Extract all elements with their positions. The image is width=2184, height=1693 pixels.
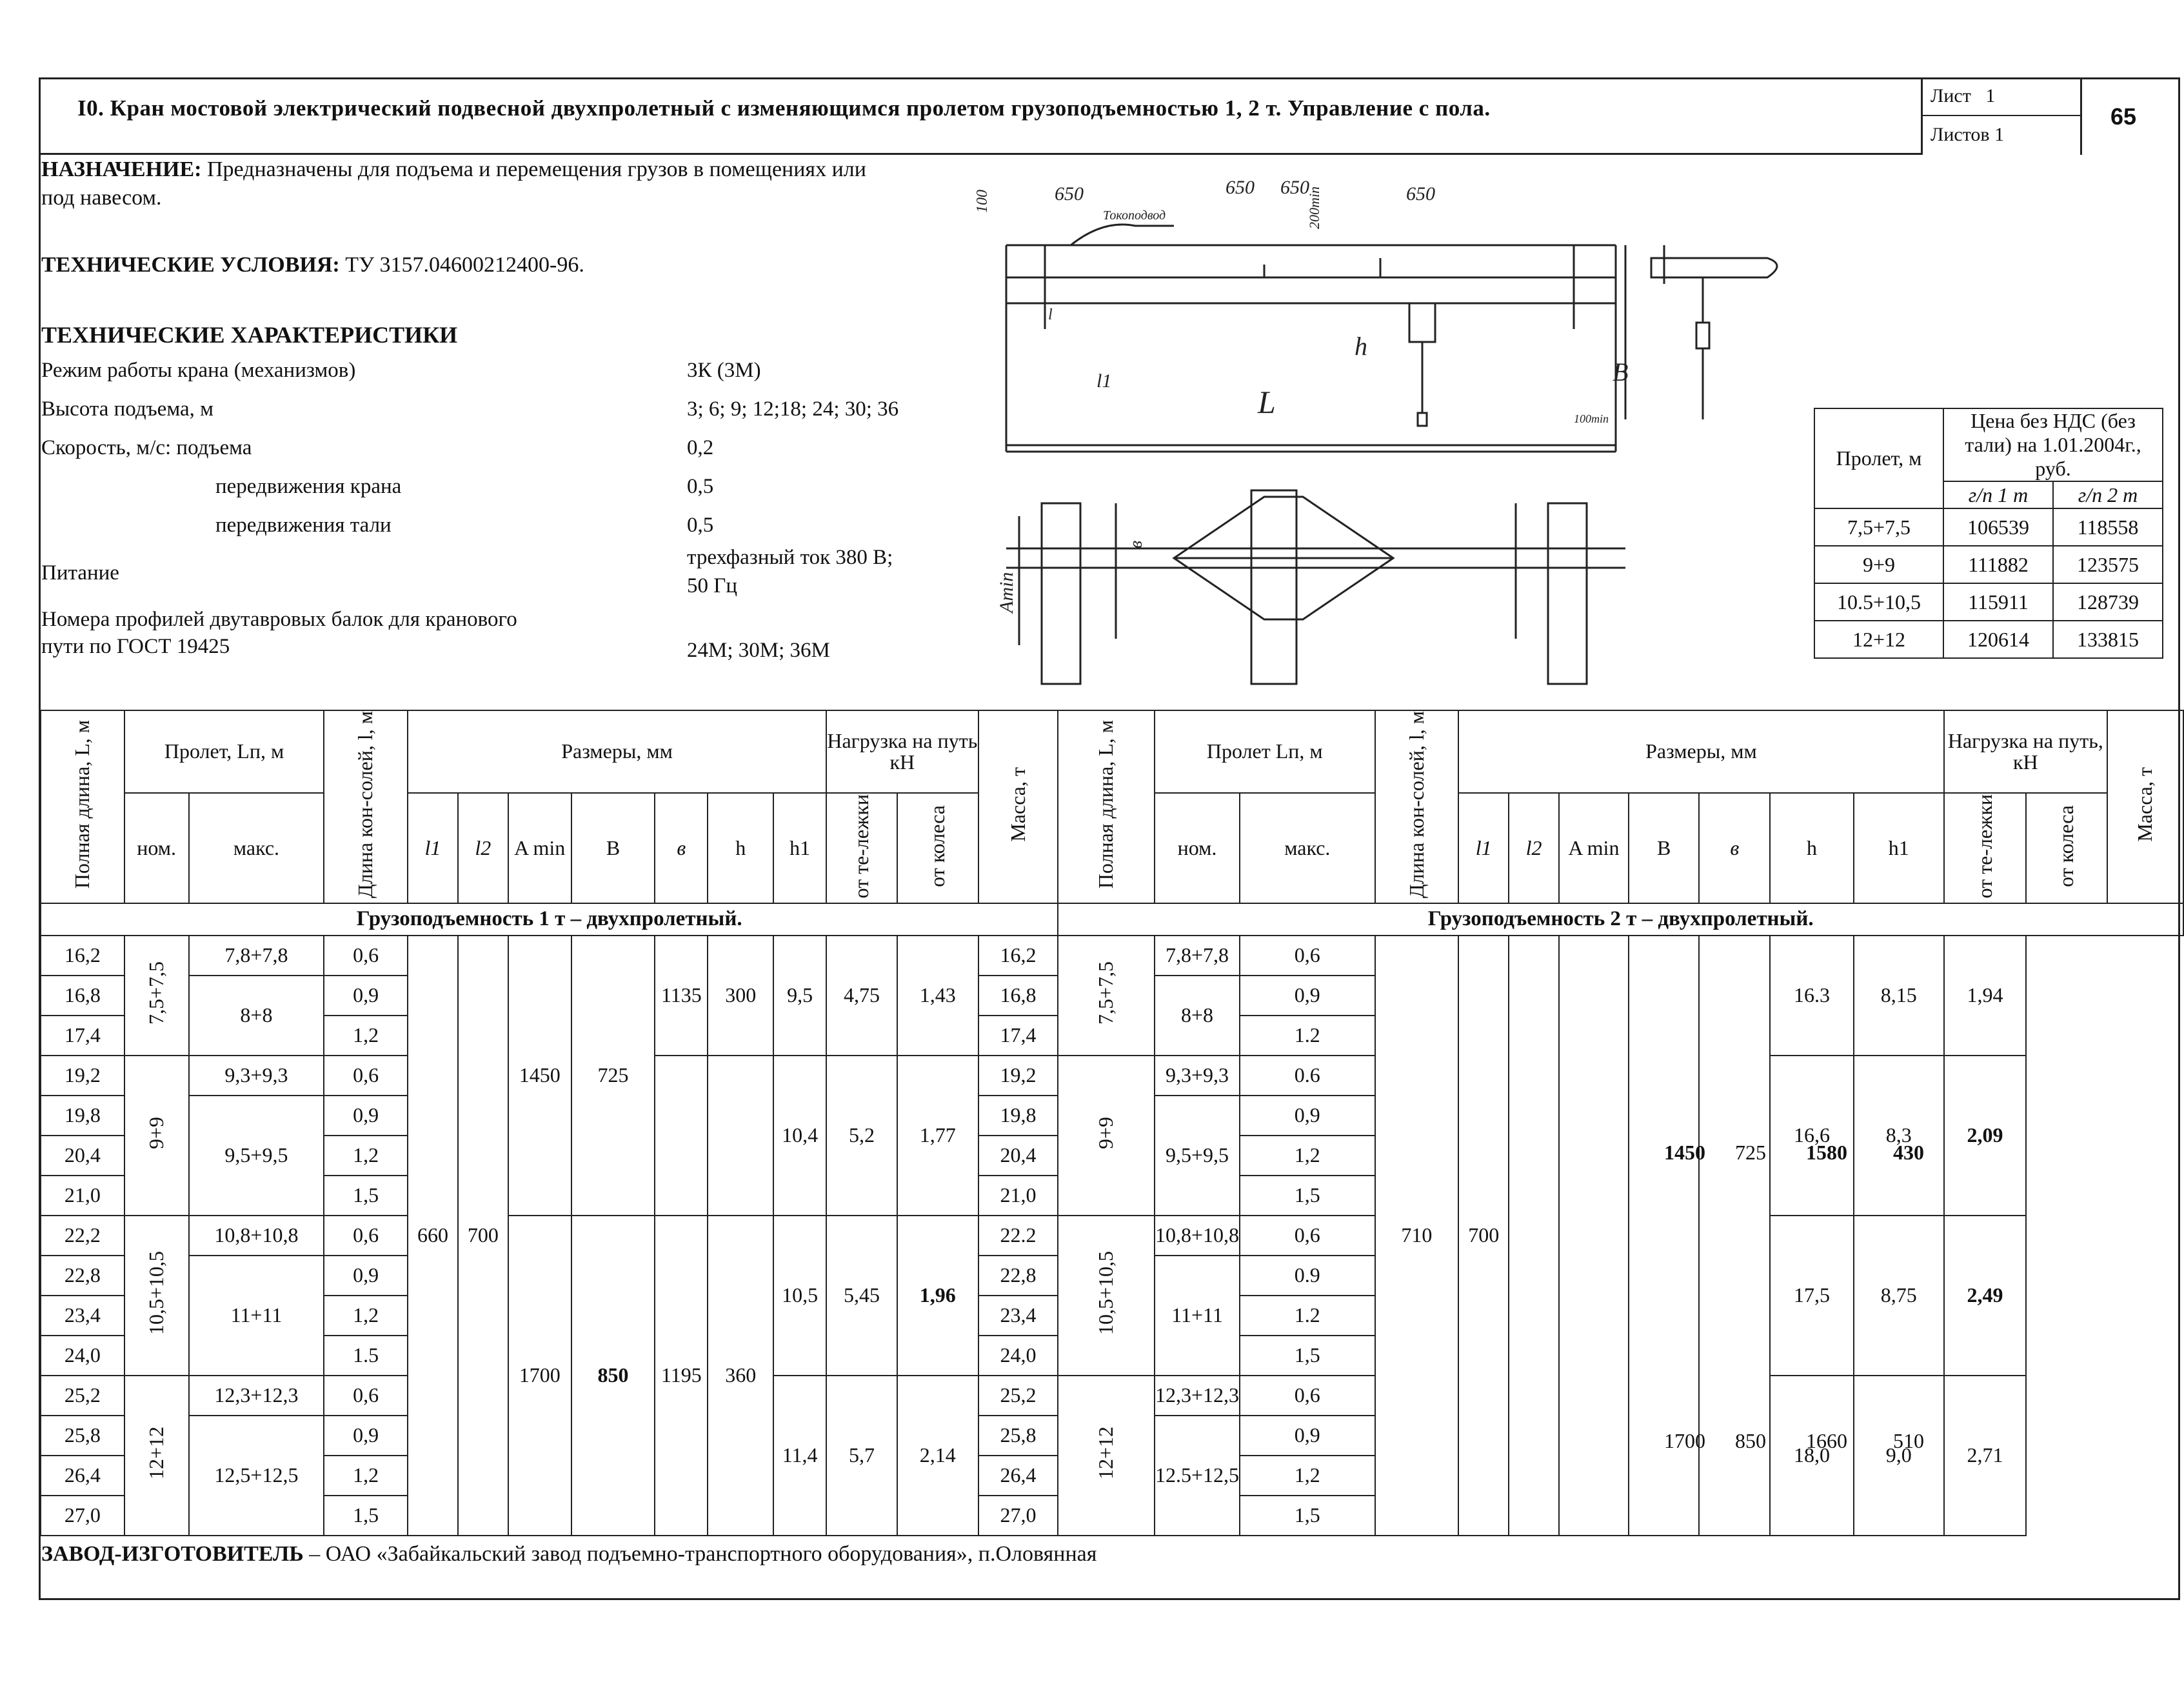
wheel-load-cell: 8,75	[1854, 1216, 1944, 1376]
col-wheel-2: от колеса	[2026, 793, 2107, 903]
spec-speed-label: Скорость, м/с: подъема	[41, 436, 252, 459]
max-span-cell: 9,5+9,5	[1155, 1096, 1240, 1216]
console-cell: 0,6	[324, 1376, 408, 1416]
col-load: Нагрузка на путь кН	[826, 710, 978, 793]
col-amin: A min	[508, 793, 571, 903]
col-h1: h1	[773, 793, 826, 903]
mass-cell: 2,49	[1944, 1216, 2027, 1376]
table-row	[41, 1376, 2183, 1416]
dimension-value: 510	[1893, 1429, 1924, 1452]
mass-cell: 2,09	[1944, 1056, 2027, 1216]
table-row	[41, 936, 2183, 976]
length-cell: 22.2	[978, 1216, 1058, 1256]
max-span-cell: 9,3+9,3	[189, 1056, 324, 1096]
col-max-2: макс.	[1240, 793, 1375, 903]
console-cell: 0,9	[1240, 1096, 1375, 1136]
length-cell: 27,0	[978, 1496, 1058, 1536]
wheel-load-cell: 5,2	[826, 1056, 897, 1216]
spec-crane-value: 0,5	[687, 475, 714, 498]
spec-power-label: Питание	[41, 561, 119, 585]
price-row	[1814, 546, 2163, 583]
length-cell: 22,2	[41, 1216, 124, 1256]
col-span-2: Пролет Lп, м	[1155, 710, 1375, 793]
length-cell: 25,2	[978, 1376, 1058, 1416]
col-amin-2: A min	[1559, 793, 1629, 903]
length-cell: 19,8	[978, 1096, 1058, 1136]
max-span-cell: 12,5+12,5	[189, 1416, 324, 1536]
console-cell: 1.2	[1240, 1296, 1375, 1336]
crane-drawing	[974, 177, 1806, 703]
table-row	[41, 1056, 2183, 1096]
col-B-2: B	[1629, 793, 1700, 903]
col-mass: Масса, т	[978, 710, 1058, 903]
length-cell: 21,0	[978, 1176, 1058, 1216]
col-dims: Размеры, мм	[408, 710, 826, 793]
spec-profiles-label2: пути по ГОСТ 19425	[41, 635, 230, 658]
sheets-value: 1	[1994, 124, 2005, 145]
length-cell: 23,4	[978, 1296, 1058, 1336]
col-max: макс.	[189, 793, 324, 903]
length-cell: 20,4	[978, 1136, 1058, 1176]
dim-650-a: 650	[1055, 183, 1084, 205]
console-cell: 1,2	[324, 1296, 408, 1336]
nom-span-cell: 9+9	[124, 1056, 189, 1216]
sheets-label: Листов	[1931, 124, 1990, 145]
max-span-cell: 9,5+9,5	[189, 1096, 324, 1216]
wheel-load-cell: 8,15	[1854, 936, 1944, 1056]
price-row	[1814, 583, 2163, 621]
length-cell: 27,0	[41, 1496, 124, 1536]
dim-l1: l1	[1097, 370, 1112, 392]
price-value: 120614	[1943, 621, 2053, 658]
max-span-cell: 12.5+12,5	[1155, 1416, 1240, 1536]
dim-l: l	[1048, 306, 1053, 323]
mass-cell: 1,96	[897, 1216, 978, 1376]
console-cell: 1,2	[324, 1016, 408, 1056]
wheel-load-cell: 5,45	[826, 1216, 897, 1376]
nom-span-cell: 9+9	[1058, 1056, 1155, 1216]
price-sub2: г/п 2 т	[2053, 481, 2163, 508]
console-cell: 1,2	[1240, 1136, 1375, 1176]
dimension-value: 1450	[1664, 1141, 1705, 1164]
console-cell: 0,6	[324, 1216, 408, 1256]
col-load-2: Нагрузка на путь, кН	[1944, 710, 2108, 793]
wheel-load-cell: 4,75	[826, 936, 897, 1056]
length-cell: 16,2	[978, 936, 1058, 976]
trolley-load-cell: 16.3	[1770, 936, 1854, 1056]
length-cell: 25,8	[978, 1416, 1058, 1456]
col-console-2: Длина кон-солей, l, м	[1375, 710, 1459, 903]
length-cell: 17,4	[978, 1016, 1058, 1056]
sheet-value: 1	[1985, 85, 1996, 106]
dim-650-b: 650	[1226, 177, 1255, 198]
col-dims-2: Размеры, мм	[1458, 710, 1943, 793]
length-cell: 22,8	[41, 1256, 124, 1296]
page-title: I0. Кран мостовой электрический подвесной двухпролетный с изменяющимся пролетом грузоподъемностью 1, 2 т. Управление с пола.	[77, 95, 1491, 121]
amin-cell: 700	[458, 936, 508, 1536]
col-l1: l1	[408, 793, 458, 903]
B-cell	[1509, 936, 1559, 1536]
nom-span-cell: 12+12	[124, 1376, 189, 1536]
length-cell: 16,8	[978, 976, 1058, 1016]
b-cell: 725	[571, 936, 655, 1216]
h-cell: 1135	[655, 936, 708, 1056]
h1-cell: 360	[708, 1216, 773, 1536]
console-cell: 1,2	[324, 1456, 408, 1496]
h-cell: 1195	[655, 1216, 708, 1536]
spec-hoist-label: передвижения тали	[215, 514, 392, 537]
mass-cell: 2,14	[897, 1376, 978, 1536]
console-cell: 0,9	[1240, 976, 1375, 1016]
length-cell: 17,4	[41, 1016, 124, 1056]
price-header: Цена без НДС (без тали) на 1.01.2004г., руб.	[1943, 408, 2163, 481]
length-cell: 25,2	[41, 1376, 124, 1416]
spec-crane-label: передвижения крана	[215, 475, 402, 498]
col-trolley: от те-лежки	[826, 793, 897, 903]
console-cell: 0,6	[1240, 1376, 1375, 1416]
length-cell: 24,0	[978, 1336, 1058, 1376]
main-table	[40, 710, 2184, 1536]
console-cell: 1,2	[324, 1136, 408, 1176]
price-value: 106539	[1943, 508, 2053, 546]
dim-B: B	[1613, 357, 1629, 386]
col-h: h	[708, 793, 773, 903]
nom-span-cell: 12+12	[1058, 1376, 1155, 1536]
trolley-load-cell: 18,0	[1770, 1376, 1854, 1536]
col-l2: l2	[458, 793, 508, 903]
console-cell: 0,9	[1240, 1416, 1375, 1456]
b-cell: 850	[571, 1216, 655, 1536]
max-span-cell: 7,8+7,8	[1155, 936, 1240, 976]
price-span: 10.5+10,5	[1814, 583, 1943, 621]
max-span-cell: 8+8	[189, 976, 324, 1056]
wheel-load-cell: 9,0	[1854, 1376, 1944, 1536]
wheel-load-cell: 8,3	[1854, 1056, 1944, 1216]
trolley-load-cell: 9,5	[773, 936, 826, 1056]
b-cell	[1559, 936, 1629, 1536]
console-cell: 0,6	[1240, 1216, 1375, 1256]
max-span-cell: 7,8+7,8	[189, 936, 324, 976]
col-console: Длина кон-солей, l, м	[324, 710, 408, 903]
h1-cell	[708, 1056, 773, 1216]
col-B: B	[571, 793, 655, 903]
console-cell: 1,5	[1240, 1496, 1375, 1536]
price-span: 9+9	[1814, 546, 1943, 583]
console-cell: 0,9	[324, 976, 408, 1016]
col-b-2: в	[1699, 793, 1770, 903]
col-l1-2: l1	[1458, 793, 1509, 903]
table-row	[41, 1216, 2183, 1256]
trolley-load-cell: 16,6	[1770, 1056, 1854, 1216]
h-cell	[655, 1056, 708, 1216]
console-cell: 0.9	[1240, 1256, 1375, 1296]
caption-1t: Грузоподъемность 1 т – двухпролетный.	[41, 903, 1058, 936]
col-full-length-2: Полная длина, L, м	[1058, 710, 1155, 903]
dim-tokopodvod: Токоподвод	[1103, 208, 1166, 223]
dim-200min: 200min	[1306, 186, 1322, 229]
nom-span-cell: 10,5+10,5	[1058, 1216, 1155, 1376]
spec-mode-value: 3К (3М)	[687, 359, 761, 382]
col-h-2: h	[1770, 793, 1854, 903]
dimension-value: 850	[1735, 1429, 1766, 1452]
max-span-cell: 9,3+9,3	[1155, 1056, 1240, 1096]
price-span: 12+12	[1814, 621, 1943, 658]
console-cell: 1,5	[324, 1176, 408, 1216]
max-span-cell: 8+8	[1155, 976, 1240, 1056]
tech-conditions: ТЕХНИЧЕСКИЕ УСЛОВИЯ: ТУ 3157.04600212400-96.	[41, 253, 584, 277]
dimension-value: 1660	[1806, 1429, 1847, 1452]
trolley-load-cell: 10,4	[773, 1056, 826, 1216]
console-cell: 0,6	[324, 936, 408, 976]
max-span-cell: 10,8+10,8	[189, 1216, 324, 1256]
B-cell: 1450	[508, 936, 571, 1216]
col-span: Пролет, Lп, м	[124, 710, 324, 793]
console-cell: 1,5	[1240, 1176, 1375, 1216]
trolley-load-cell: 17,5	[1770, 1216, 1854, 1376]
col-l2-2: l2	[1509, 793, 1559, 903]
price-span-header: Пролет, м	[1814, 408, 1943, 508]
dimension-value: 1700	[1664, 1429, 1705, 1452]
price-row	[1814, 508, 2163, 546]
price-value: 128739	[2053, 583, 2163, 621]
price-value: 123575	[2053, 546, 2163, 583]
dim-amin-left: Amin	[996, 572, 1017, 613]
console-cell: 0,6	[1240, 936, 1375, 976]
wheel-load-cell: 5,7	[826, 1376, 897, 1536]
dim-v: в	[1126, 540, 1146, 548]
spec-power-value1: трехфазный ток 380 В;	[687, 546, 893, 569]
length-cell: 19,8	[41, 1096, 124, 1136]
dim-100min: 100min	[1574, 412, 1609, 425]
length-cell: 21,0	[41, 1176, 124, 1216]
length-cell: 16,8	[41, 976, 124, 1016]
mass-cell: 2,71	[1944, 1376, 2027, 1536]
price-value: 115911	[1943, 583, 2053, 621]
console-cell: 1,5	[324, 1496, 408, 1536]
console-cell: 0,6	[324, 1056, 408, 1096]
dim-h: h	[1355, 332, 1367, 361]
spec-height-value: 3; 6; 9; 12;18; 24; 30; 36	[687, 397, 899, 421]
l1-cell: 660	[408, 936, 458, 1536]
purpose-line1: НАЗНАЧЕНИЕ: Предназначены для подъема и перемещения грузов в помещениях или	[41, 157, 866, 181]
console-cell: 1,2	[1240, 1456, 1375, 1496]
console-cell: 1,5	[1240, 1336, 1375, 1376]
dim-650-d: 650	[1406, 183, 1435, 205]
mass-cell: 1,94	[1944, 936, 2027, 1056]
max-span-cell: 11+11	[189, 1256, 324, 1376]
sheet-box	[1921, 77, 2082, 155]
price-value: 111882	[1943, 546, 2053, 583]
dimension-value: 1580	[1806, 1141, 1847, 1164]
length-cell: 19,2	[41, 1056, 124, 1096]
spec-hoist-value: 0,5	[687, 514, 714, 537]
col-mass-2: Масса, т	[2107, 710, 2183, 903]
page-number: 65	[2110, 103, 2137, 130]
mass-cell: 1,77	[897, 1056, 978, 1216]
dimension-value: 430	[1893, 1141, 1924, 1164]
amin-cell: 700	[1458, 936, 1509, 1536]
length-cell: 24,0	[41, 1336, 124, 1376]
caption-2t: Грузоподъемность 2 т – двухпролетный.	[1058, 903, 2183, 936]
max-span-cell: 10,8+10,8	[1155, 1216, 1240, 1256]
manufacturer: ЗАВОД-ИЗГОТОВИТЕЛЬ – ОАО «Забайкальский завод подъемно-транспортного оборудования», п.Оловянная	[41, 1542, 1097, 1566]
nom-span-cell: 7,5+7,5	[1058, 936, 1155, 1056]
col-full-length: Полная длина, L, м	[41, 710, 124, 903]
col-trolley-2: от те-лежки	[1944, 793, 2027, 903]
price-row	[1814, 621, 2163, 658]
trolley-load-cell: 10,5	[773, 1216, 826, 1376]
length-cell: 23,4	[41, 1296, 124, 1336]
length-cell: 20,4	[41, 1136, 124, 1176]
bridge-beam	[1006, 277, 1616, 303]
price-value: 118558	[2053, 508, 2163, 546]
spec-height-label: Высота подъема, м	[41, 397, 214, 421]
purpose-line2: под навесом.	[41, 186, 162, 210]
spec-profiles-value: 24М; 30М; 36М	[687, 639, 830, 662]
console-cell: 0,9	[324, 1256, 408, 1296]
nom-span-cell: 7,5+7,5	[124, 936, 189, 1056]
max-span-cell: 12,3+12,3	[189, 1376, 324, 1416]
spec-power-value2: 50 Гц	[687, 574, 737, 597]
console-cell: 0.6	[1240, 1056, 1375, 1096]
dim-100: 100	[974, 190, 991, 213]
console-cell: 0,9	[324, 1416, 408, 1456]
length-cell: 26,4	[41, 1456, 124, 1496]
mass-cell: 1,43	[897, 936, 978, 1056]
max-span-cell: 11+11	[1155, 1256, 1240, 1376]
console-cell: 1.2	[1240, 1016, 1375, 1056]
col-nom-2: ном.	[1155, 793, 1240, 903]
price-table	[1814, 408, 2163, 659]
spec-profiles-label1: Номера профилей двутавровых балок для кранового	[41, 608, 517, 631]
spec-speed-lift: 0,2	[687, 436, 714, 459]
length-cell: 16,2	[41, 936, 124, 976]
col-wheel: от колеса	[897, 793, 978, 903]
specs-title: ТЕХНИЧЕСКИЕ ХАРАКТЕРИСТИКИ	[41, 322, 458, 348]
col-h1-2: h1	[1854, 793, 1944, 903]
nom-span-cell: 10,5+10,5	[124, 1216, 189, 1376]
dim-L: L	[1258, 384, 1276, 420]
h1-cell: 300	[708, 936, 773, 1056]
length-cell: 22,8	[978, 1256, 1058, 1296]
trolley-load-cell: 11,4	[773, 1376, 826, 1536]
col-b: в	[655, 793, 708, 903]
dim-650-c: 650	[1280, 177, 1309, 198]
sheet-label: Лист	[1931, 85, 1971, 106]
l1-cell: 710	[1375, 936, 1459, 1536]
price-span: 7,5+7,5	[1814, 508, 1943, 546]
dimension-value: 725	[1735, 1141, 1766, 1164]
price-value: 133815	[2053, 621, 2163, 658]
console-cell: 0,9	[324, 1096, 408, 1136]
spec-mode-label: Режим работы крана (механизмов)	[41, 359, 356, 382]
B-cell: 1700	[508, 1216, 571, 1536]
length-cell: 19,2	[978, 1056, 1058, 1096]
console-cell: 1.5	[324, 1336, 408, 1376]
col-nom: ном.	[124, 793, 189, 903]
length-cell: 25,8	[41, 1416, 124, 1456]
max-span-cell: 12,3+12,3	[1155, 1376, 1240, 1416]
length-cell: 26,4	[978, 1456, 1058, 1496]
price-sub1: г/п 1 т	[1943, 481, 2053, 508]
